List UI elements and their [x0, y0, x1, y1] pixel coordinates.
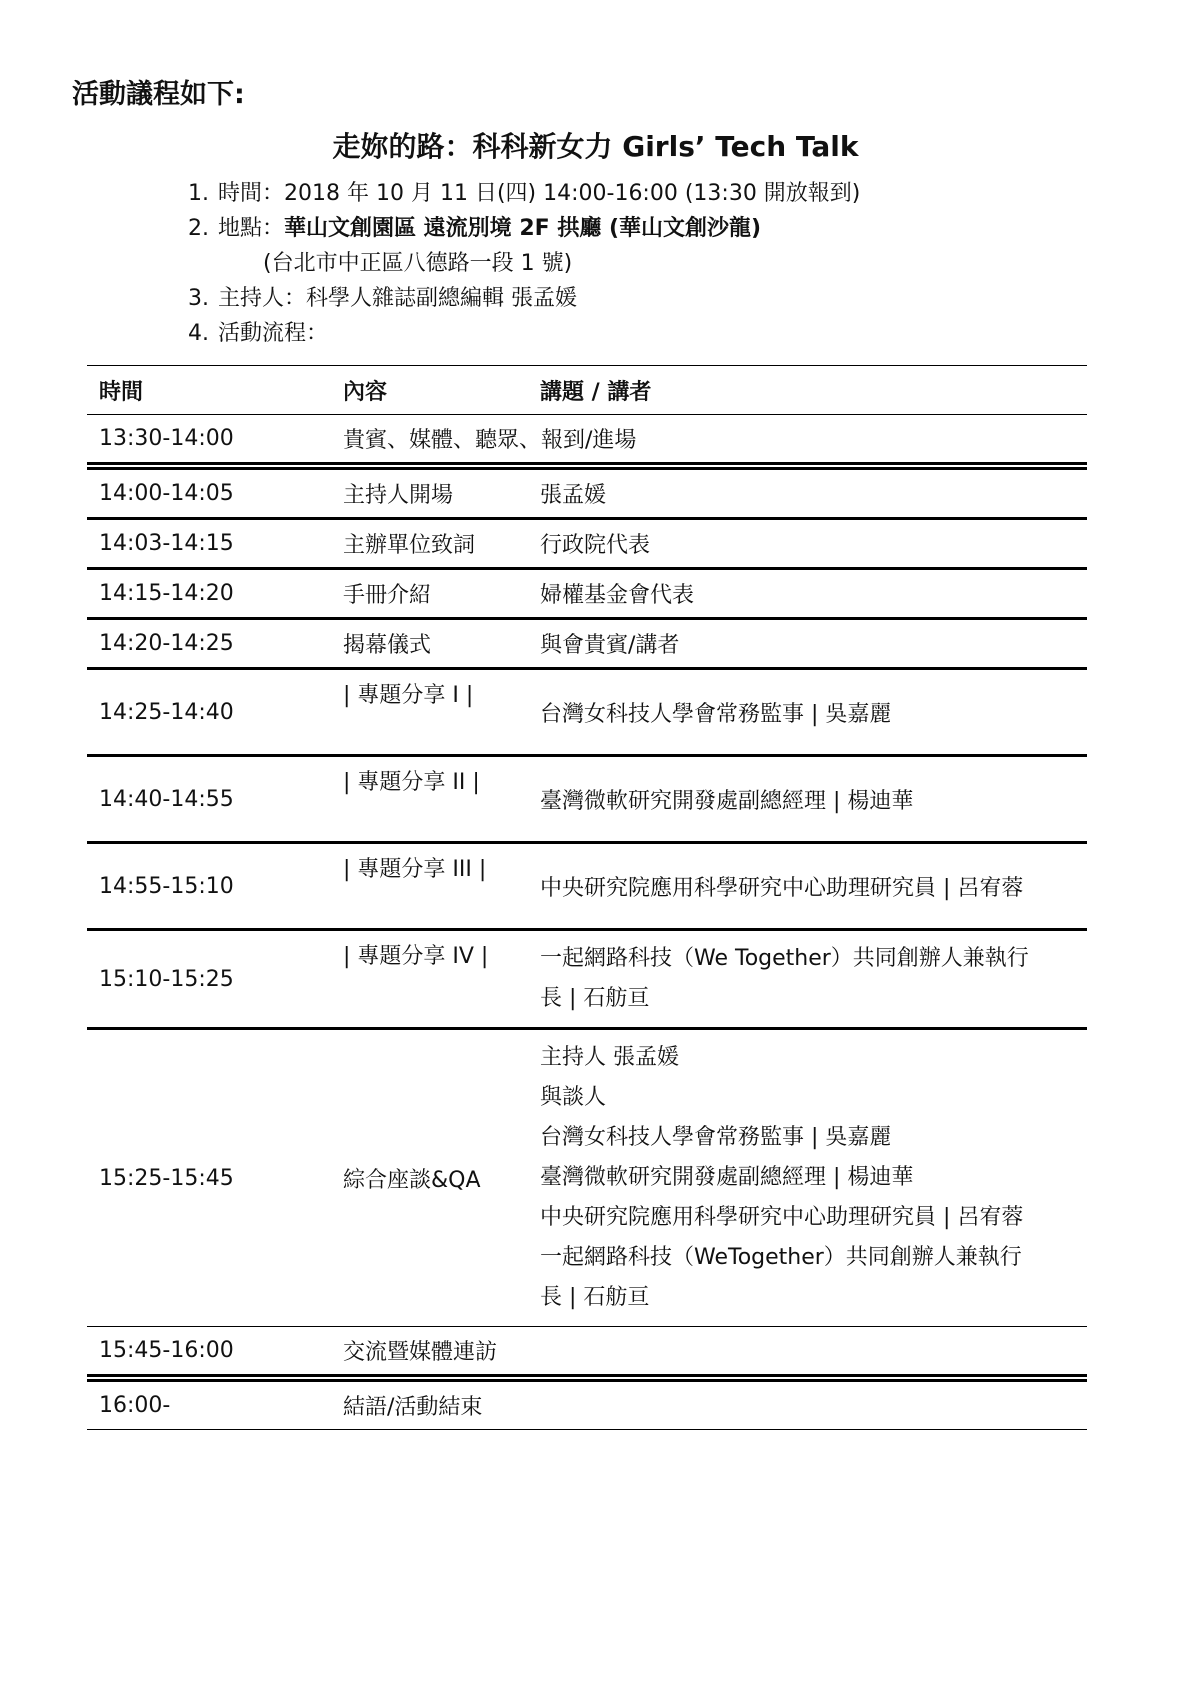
speaker-line: 台灣女科技人學會常務監事 | 吳嘉麗 — [540, 1125, 892, 1150]
info-place-text: 華山文創園區 遠流別境 2F 拱廳 (華山文創沙龍) — [284, 216, 762, 241]
info-host-text: 主持人：科學人雜誌副總編輯 張孟媛 — [218, 286, 577, 311]
info-place — [188, 211, 761, 242]
row-speaker: 婦權基金會代表 — [528, 569, 1087, 619]
row-time: 14:00-14:05 — [87, 466, 331, 519]
agenda-header-row — [87, 366, 1087, 415]
table-row — [87, 415, 1087, 467]
agenda-table — [87, 365, 1087, 1430]
table-row — [87, 466, 1087, 519]
row-time: 14:55-15:10 — [87, 843, 331, 930]
speaker-line: 中央研究院應用科學研究中心助理研究員 | 呂宥蓉 — [540, 1205, 1024, 1230]
table-row — [87, 519, 1087, 569]
header-speaker: 講題 / 講者 — [528, 366, 1087, 415]
table-row — [87, 843, 1087, 930]
row-speaker — [528, 1029, 1087, 1327]
row-time: 15:45-16:00 — [87, 1327, 331, 1379]
info-place-number: 2. — [188, 216, 209, 241]
row-content: | 專題分享 I | — [331, 669, 528, 756]
table-row — [87, 1378, 1087, 1430]
page-heading: 活動議程如下: — [72, 79, 245, 110]
row-time: 14:20-14:25 — [87, 619, 331, 669]
speaker-line: 一起網路科技（WeTogether）共同創辦人兼執行 — [540, 1245, 1022, 1270]
row-content: 綜合座談&QA — [331, 1029, 528, 1327]
speaker-line: 長 | 石舫亘 — [540, 1285, 650, 1310]
speaker-line: 一起網路科技（We Together）共同創辦人兼執行 — [540, 946, 1029, 971]
table-row — [87, 569, 1087, 619]
info-flow-text: 活動流程： — [218, 321, 329, 346]
table-row — [87, 930, 1087, 1029]
row-speaker: 行政院代表 — [528, 519, 1087, 569]
header-time: 時間 — [87, 366, 331, 415]
info-host — [188, 281, 577, 312]
speaker-line: 與談人 — [540, 1085, 607, 1110]
row-content: 主辦單位致詞 — [331, 519, 528, 569]
table-row — [87, 756, 1087, 843]
row-speaker: 中央研究院應用科學研究中心助理研究員 | 呂宥蓉 — [528, 843, 1087, 930]
row-content: | 專題分享 III | — [331, 843, 528, 930]
row-time: 15:25-15:45 — [87, 1029, 331, 1327]
row-speaker: 張孟媛 — [528, 466, 1087, 519]
row-content: 手冊介紹 — [331, 569, 528, 619]
row-time: 16:00- — [87, 1378, 331, 1430]
info-time-number: 1. — [188, 181, 209, 206]
row-content: 揭幕儀式 — [331, 619, 528, 669]
row-time: 13:30-14:00 — [87, 415, 331, 467]
row-speaker: 與會貴賓/講者 — [528, 619, 1087, 669]
table-row — [87, 1029, 1087, 1327]
row-content: | 專題分享 IV | — [331, 930, 528, 1029]
row-content: 結語/活動結束 — [331, 1378, 528, 1430]
row-time: 14:03-14:15 — [87, 519, 331, 569]
table-row — [87, 669, 1087, 756]
info-flow — [188, 316, 328, 347]
info-flow-number: 4. — [188, 321, 209, 346]
info-address: (台北市中正區八德路一段 1 號) — [263, 251, 573, 276]
row-time: 14:15-14:20 — [87, 569, 331, 619]
row-speaker: 台灣女科技人學會常務監事 | 吳嘉麗 — [528, 669, 1087, 756]
table-row — [87, 1327, 1087, 1379]
row-speaker — [528, 1327, 1087, 1379]
speaker-line: 長 | 石舫亘 — [540, 986, 650, 1011]
row-time: 14:40-14:55 — [87, 756, 331, 843]
info-host-number: 3. — [188, 286, 209, 311]
row-speaker — [528, 1378, 1087, 1430]
row-speaker: 臺灣微軟研究開發處副總經理 | 楊迪華 — [528, 756, 1087, 843]
row-content: 主持人開場 — [331, 466, 528, 519]
table-row — [87, 619, 1087, 669]
row-time: 14:25-14:40 — [87, 669, 331, 756]
row-speaker — [528, 930, 1087, 1029]
header-content: 內容 — [331, 366, 528, 415]
row-content: 貴賓、媒體、聽眾、報到/進場 — [331, 415, 1087, 467]
row-time: 15:10-15:25 — [87, 930, 331, 1029]
info-place-label: 地點： — [218, 216, 285, 241]
speaker-line: 主持人 張孟媛 — [540, 1045, 679, 1070]
row-content: | 專題分享 II | — [331, 756, 528, 843]
info-time — [188, 176, 860, 207]
row-content: 交流暨媒體連訪 — [331, 1327, 528, 1379]
event-title: 走妳的路：科科新女力 Girls’ Tech Talk — [332, 130, 859, 163]
info-time-text: 時間：2018 年 10 月 11 日(四) 14:00-16:00 (13:30 開放報到) — [218, 181, 861, 206]
speaker-line: 臺灣微軟研究開發處副總經理 | 楊迪華 — [540, 1165, 914, 1190]
